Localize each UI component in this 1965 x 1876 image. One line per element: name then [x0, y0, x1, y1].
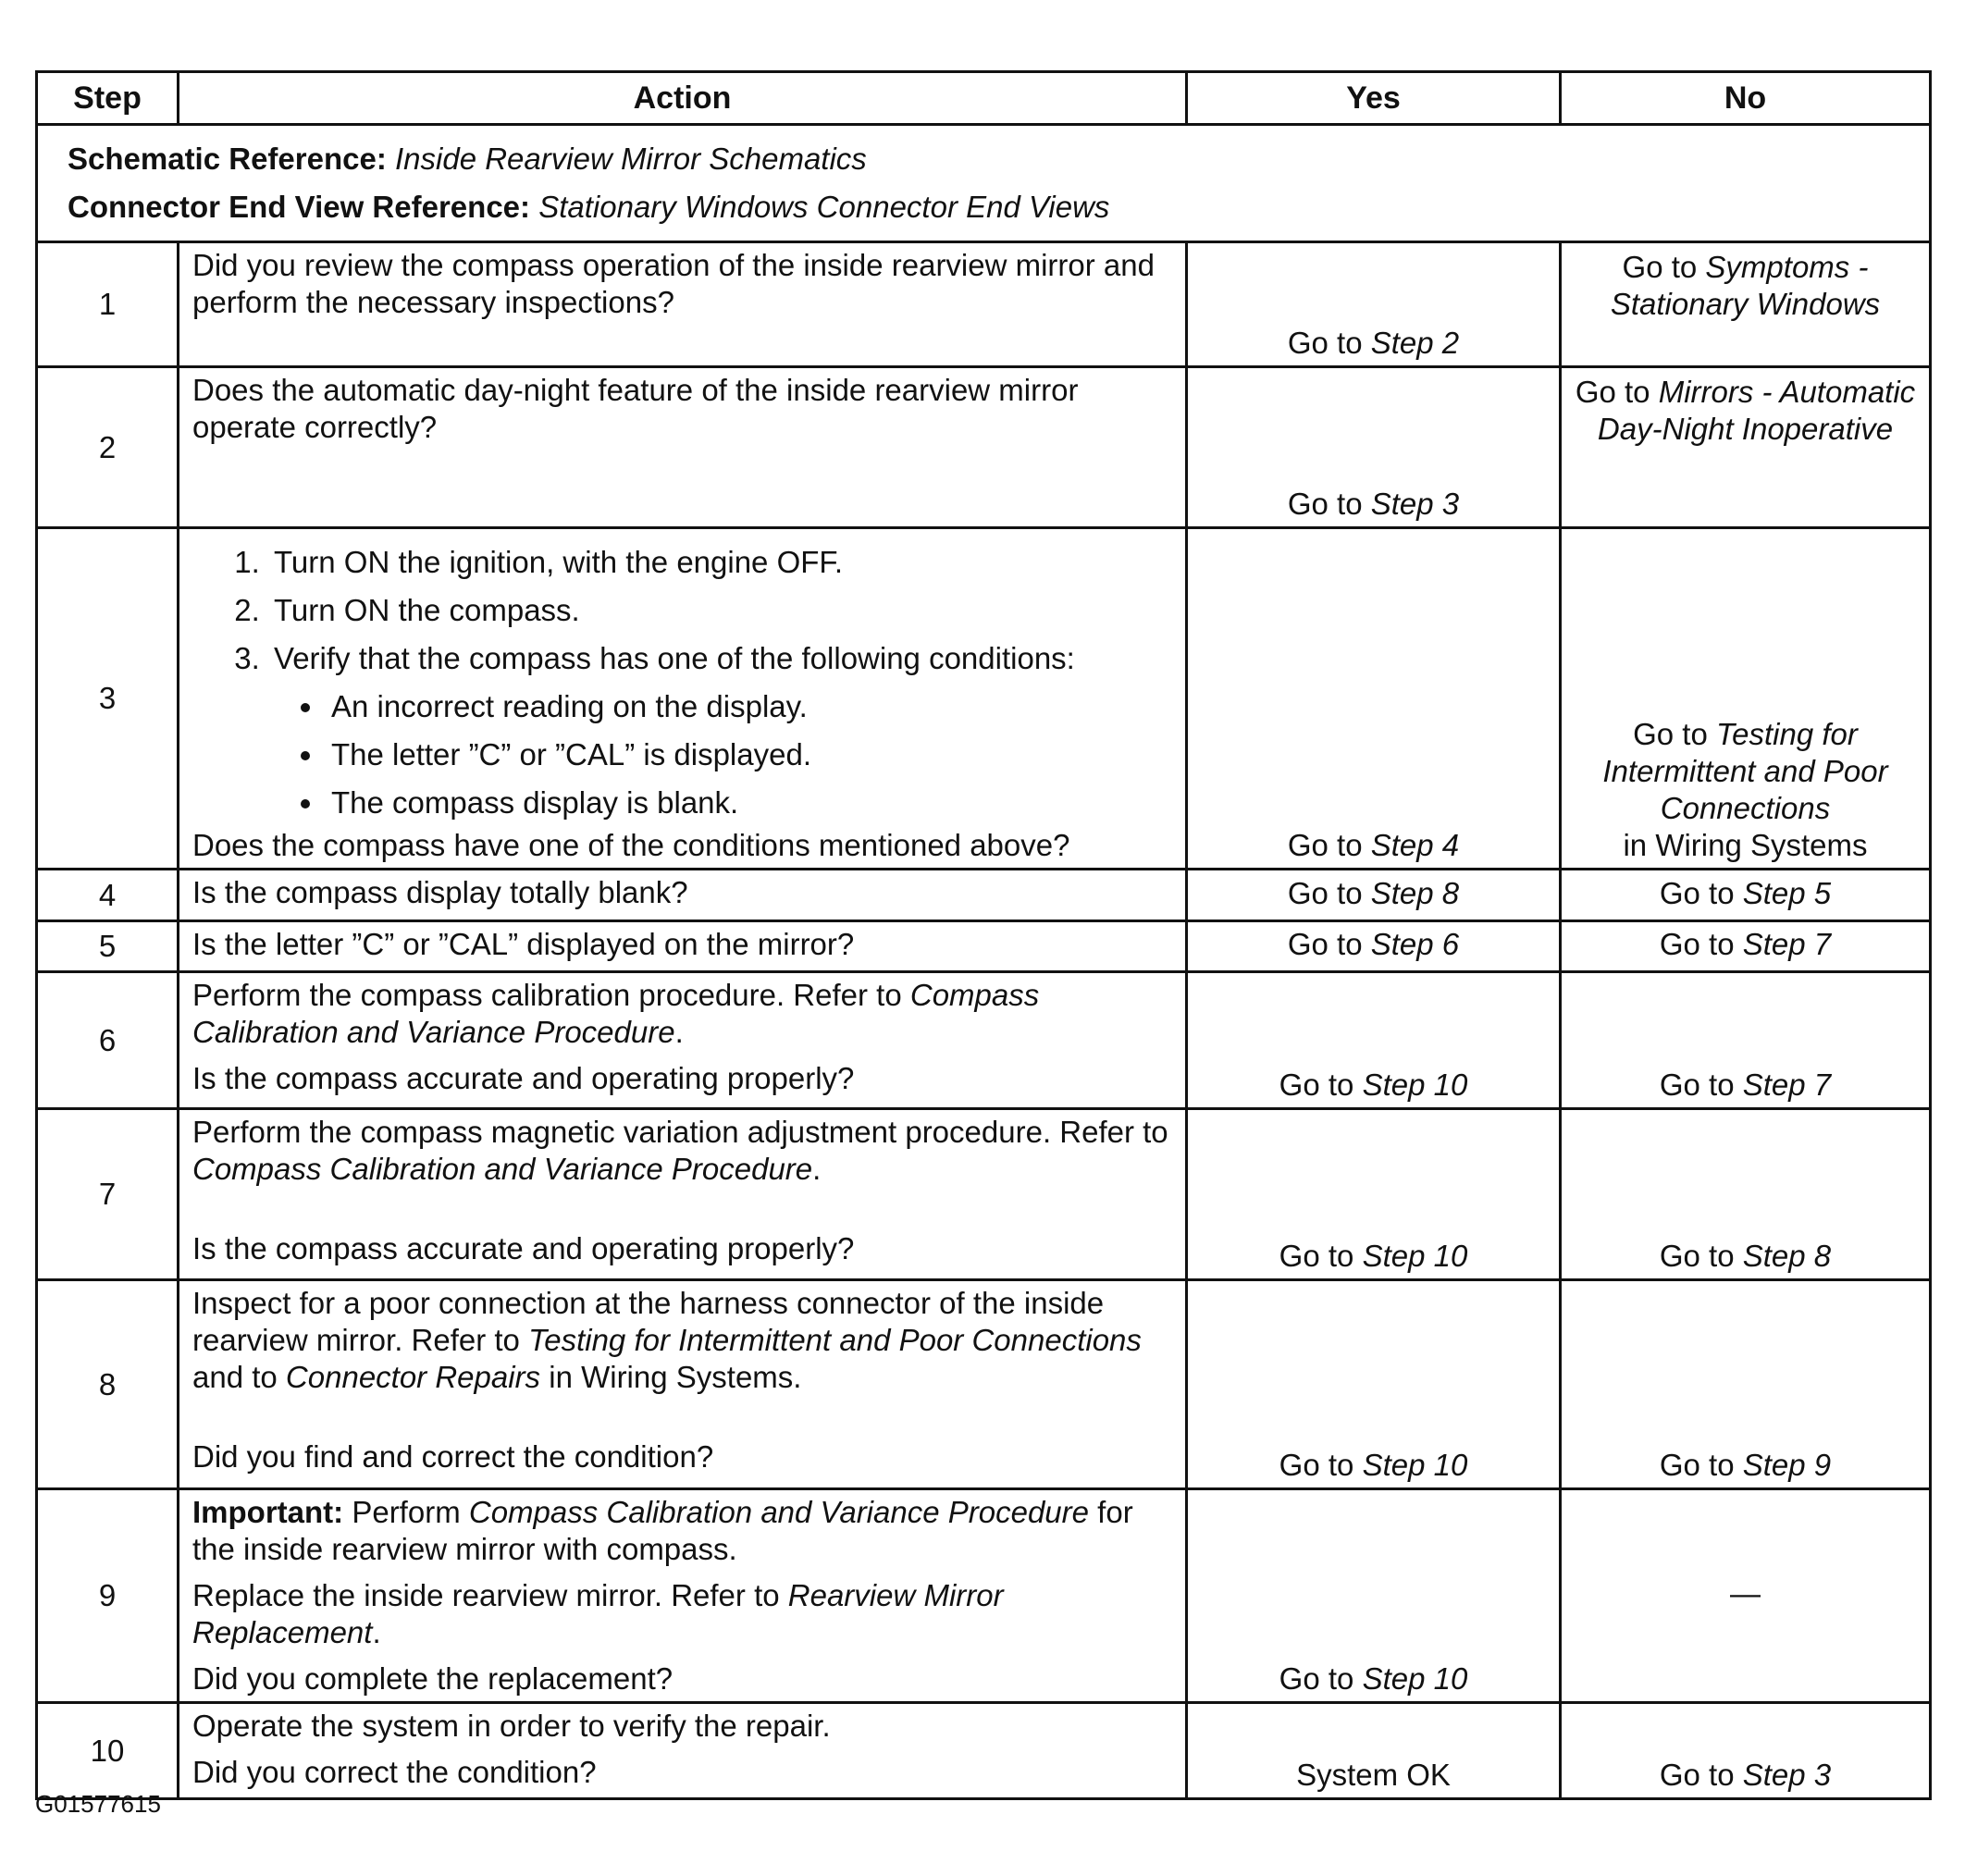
yes-link[interactable]: Step 10 — [1362, 1448, 1468, 1482]
yes-cell — [1187, 972, 1561, 1109]
no-prefix: Go to — [1659, 927, 1735, 961]
action-text: Did you review the compass operation of the inside rearview mirror and perform the necessary inspections? — [192, 248, 1155, 319]
action-intro: Perform the compass calibration procedure. Refer to — [192, 978, 902, 1012]
no-prefix: Go to — [1659, 1448, 1735, 1482]
no-link[interactable]: Step 9 — [1742, 1448, 1832, 1482]
reference-row — [37, 125, 1931, 242]
no-prefix: Go to — [1575, 375, 1650, 409]
list-item: • The letter ”C” or ”CAL” is displayed. — [326, 731, 1172, 779]
no-cell — [1561, 1280, 1931, 1489]
action-question: Did you correct the condition? — [192, 1755, 597, 1789]
header-step: Step — [37, 72, 179, 125]
action-text: Perform the compass calibration procedure. Refer to Compass Calibration and Variance Procedure. — [192, 978, 1040, 1049]
action-question: Is the compass accurate and operating properly? — [192, 1231, 855, 1265]
yes-prefix: Go to — [1279, 1661, 1354, 1696]
important-intro: Perform — [352, 1495, 461, 1529]
no-cell — [1561, 1109, 1931, 1280]
important-tail: for the inside rearview mirror with compass. — [192, 1495, 1133, 1566]
action-text: Is the letter ”C” or ”CAL” displayed on the mirror? — [192, 927, 855, 961]
header-action: Action — [179, 72, 1187, 125]
yes-cell — [1187, 528, 1561, 870]
connector-reference — [68, 183, 1899, 231]
no-link[interactable]: Step 7 — [1742, 1068, 1832, 1102]
action-link[interactable]: Compass Calibration and Variance Procedure — [192, 1152, 813, 1186]
header-row — [37, 72, 1931, 125]
no-cell — [1561, 528, 1931, 870]
step-number: 9 — [37, 1489, 179, 1703]
action-question: Does the compass have one of the conditions mentioned above? — [192, 828, 1070, 862]
yes-link[interactable]: Step 6 — [1370, 927, 1460, 961]
action-text: Does the automatic day-night feature of the inside rearview mirror operate correctly? — [192, 373, 1079, 444]
step-number: 3 — [37, 528, 179, 870]
step-number: 4 — [37, 870, 179, 921]
action-cell — [179, 921, 1187, 972]
action-link[interactable]: Connector Repairs — [285, 1360, 541, 1394]
step-number: 5 — [37, 921, 179, 972]
action-cell — [179, 1703, 1187, 1799]
action-question: Did you find and correct the condition? — [192, 1439, 714, 1474]
action-cell — [179, 242, 1187, 367]
action-cell — [179, 870, 1187, 921]
no-prefix: Go to — [1633, 717, 1708, 751]
action-text: Is the compass display totally blank? — [192, 875, 688, 909]
yes-cell — [1187, 1109, 1561, 1280]
step-number: 7 — [37, 1109, 179, 1280]
action-intro: Perform the compass magnetic variation adjustment procedure. Refer to — [192, 1115, 1168, 1149]
action-cell — [179, 367, 1187, 528]
important-label: Important: — [192, 1495, 344, 1529]
no-link[interactable]: Step 7 — [1742, 927, 1832, 961]
figure-id: G01577615 — [35, 1790, 161, 1818]
no-link[interactable]: Mirrors - Automatic Day-Night Inoperative — [1597, 375, 1916, 446]
no-cell — [1561, 242, 1931, 367]
action-link[interactable]: Rearview Mirror Replacement — [192, 1578, 1004, 1649]
list-item: • An incorrect reading on the display. — [326, 683, 1172, 731]
table-row — [37, 1703, 1931, 1799]
step-number: 2 — [37, 367, 179, 528]
no-prefix: Go to — [1622, 250, 1698, 284]
table-row — [37, 1489, 1931, 1703]
action-cell — [179, 1280, 1187, 1489]
yes-cell — [1187, 367, 1561, 528]
action-question: Did you complete the replacement? — [192, 1661, 674, 1696]
no-prefix: Go to — [1659, 1068, 1735, 1102]
yes-cell — [1187, 242, 1561, 367]
no-cell — [1561, 870, 1931, 921]
list-item — [268, 635, 1172, 827]
no-link[interactable]: Step 8 — [1742, 1239, 1832, 1273]
diagnostic-table — [35, 70, 1932, 1800]
step-number: 1 — [37, 242, 179, 367]
table-row — [37, 1280, 1931, 1489]
table-row — [37, 528, 1931, 870]
action-text: Replace the inside rearview mirror. Refer to Rearview Mirror Replacement. — [192, 1578, 1004, 1649]
no-link[interactable]: Symptoms - Stationary Windows — [1610, 250, 1881, 321]
no-cell — [1561, 1703, 1931, 1799]
yes-link[interactable]: Step 4 — [1370, 828, 1460, 862]
no-link[interactable]: Step 3 — [1742, 1758, 1832, 1792]
no-cell — [1561, 972, 1931, 1109]
schematic-reference-label: Schematic Reference: — [68, 142, 387, 176]
table-row — [37, 367, 1931, 528]
list-item: 2. Turn ON the compass. — [268, 586, 1172, 635]
no-cell — [1561, 1489, 1931, 1703]
connector-reference-link[interactable]: Stationary Windows Connector End Views — [538, 190, 1110, 224]
yes-cell — [1187, 1489, 1561, 1703]
yes-cell — [1187, 1280, 1561, 1489]
yes-prefix: Go to — [1287, 487, 1363, 521]
step-number: 10 — [37, 1703, 179, 1799]
yes-link[interactable]: Step 10 — [1362, 1661, 1468, 1696]
no-text: — — [1730, 1576, 1761, 1611]
yes-prefix: Go to — [1279, 1448, 1354, 1482]
step-number: 8 — [37, 1280, 179, 1489]
list-item-text: Verify that the compass has one of the following conditions: — [274, 641, 1075, 675]
action-tail: in Wiring Systems. — [549, 1360, 802, 1394]
no-prefix: Go to — [1659, 1239, 1735, 1273]
action-question: Is the compass accurate and operating properly? — [192, 1061, 855, 1095]
no-suffix: in Wiring Systems — [1623, 828, 1868, 862]
yes-prefix: Go to — [1287, 326, 1363, 360]
action-link[interactable]: Compass Calibration and Variance Procedure — [468, 1495, 1089, 1529]
yes-prefix: Go to — [1287, 828, 1363, 862]
action-cell — [179, 1109, 1187, 1280]
step-number: 6 — [37, 972, 179, 1109]
action-text — [192, 1285, 1172, 1396]
no-prefix: Go to — [1659, 1758, 1735, 1792]
no-prefix: Go to — [1659, 875, 1735, 910]
table-row — [37, 1109, 1931, 1280]
table-row — [37, 242, 1931, 367]
action-mid: and to — [192, 1360, 278, 1394]
table-row — [37, 870, 1931, 921]
procedure-list — [192, 538, 1172, 827]
no-link[interactable]: Testing for Intermittent and Poor Connections — [1602, 717, 1888, 825]
list-item: • The compass display is blank. — [326, 779, 1172, 827]
condition-list — [274, 683, 1172, 827]
schematic-reference-link[interactable]: Inside Rearview Mirror Schematics — [395, 142, 867, 176]
reference-cell — [37, 125, 1931, 242]
action-link[interactable]: Testing for Intermittent and Poor Connections — [528, 1323, 1142, 1357]
schematic-reference — [68, 135, 1899, 183]
table-row — [37, 921, 1931, 972]
header-yes: Yes — [1187, 72, 1561, 125]
list-item: 1. Turn ON the ignition, with the engine OFF. — [268, 538, 1172, 586]
yes-link[interactable]: Step 3 — [1370, 487, 1460, 521]
table-row — [37, 972, 1931, 1109]
action-link[interactable]: Compass Calibration and Variance Procedure — [192, 978, 1040, 1049]
action-cell — [179, 528, 1187, 870]
yes-text: System OK — [1296, 1758, 1451, 1792]
no-cell — [1561, 921, 1931, 972]
action-intro: Replace the inside rearview mirror. Refer to — [192, 1578, 780, 1612]
action-text: Perform the compass magnetic variation adjustment procedure. Refer to Compass Calibration and Variance Procedure. — [192, 1115, 1168, 1186]
yes-link[interactable]: Step 10 — [1362, 1068, 1468, 1102]
connector-reference-label: Connector End View Reference: — [68, 190, 531, 224]
header-no: No — [1561, 72, 1931, 125]
yes-link[interactable]: Step 10 — [1362, 1239, 1468, 1273]
action-intro: Inspect for a poor connection at the harness connector of the inside rearview mirror. Refer to — [192, 1286, 1105, 1357]
action-text: Operate the system in order to verify the repair. — [192, 1709, 831, 1743]
yes-prefix: Go to — [1287, 927, 1363, 961]
yes-prefix: Go to — [1287, 875, 1363, 910]
yes-cell — [1187, 921, 1561, 972]
no-cell — [1561, 367, 1931, 528]
no-link[interactable]: Step 5 — [1742, 875, 1832, 910]
yes-link[interactable]: Step 8 — [1370, 875, 1460, 910]
action-cell — [179, 972, 1187, 1109]
yes-cell — [1187, 1703, 1561, 1799]
important-note — [192, 1494, 1172, 1568]
yes-prefix: Go to — [1279, 1239, 1354, 1273]
yes-link[interactable]: Step 2 — [1370, 326, 1460, 360]
action-cell — [179, 1489, 1187, 1703]
yes-prefix: Go to — [1279, 1068, 1354, 1102]
yes-cell — [1187, 870, 1561, 921]
